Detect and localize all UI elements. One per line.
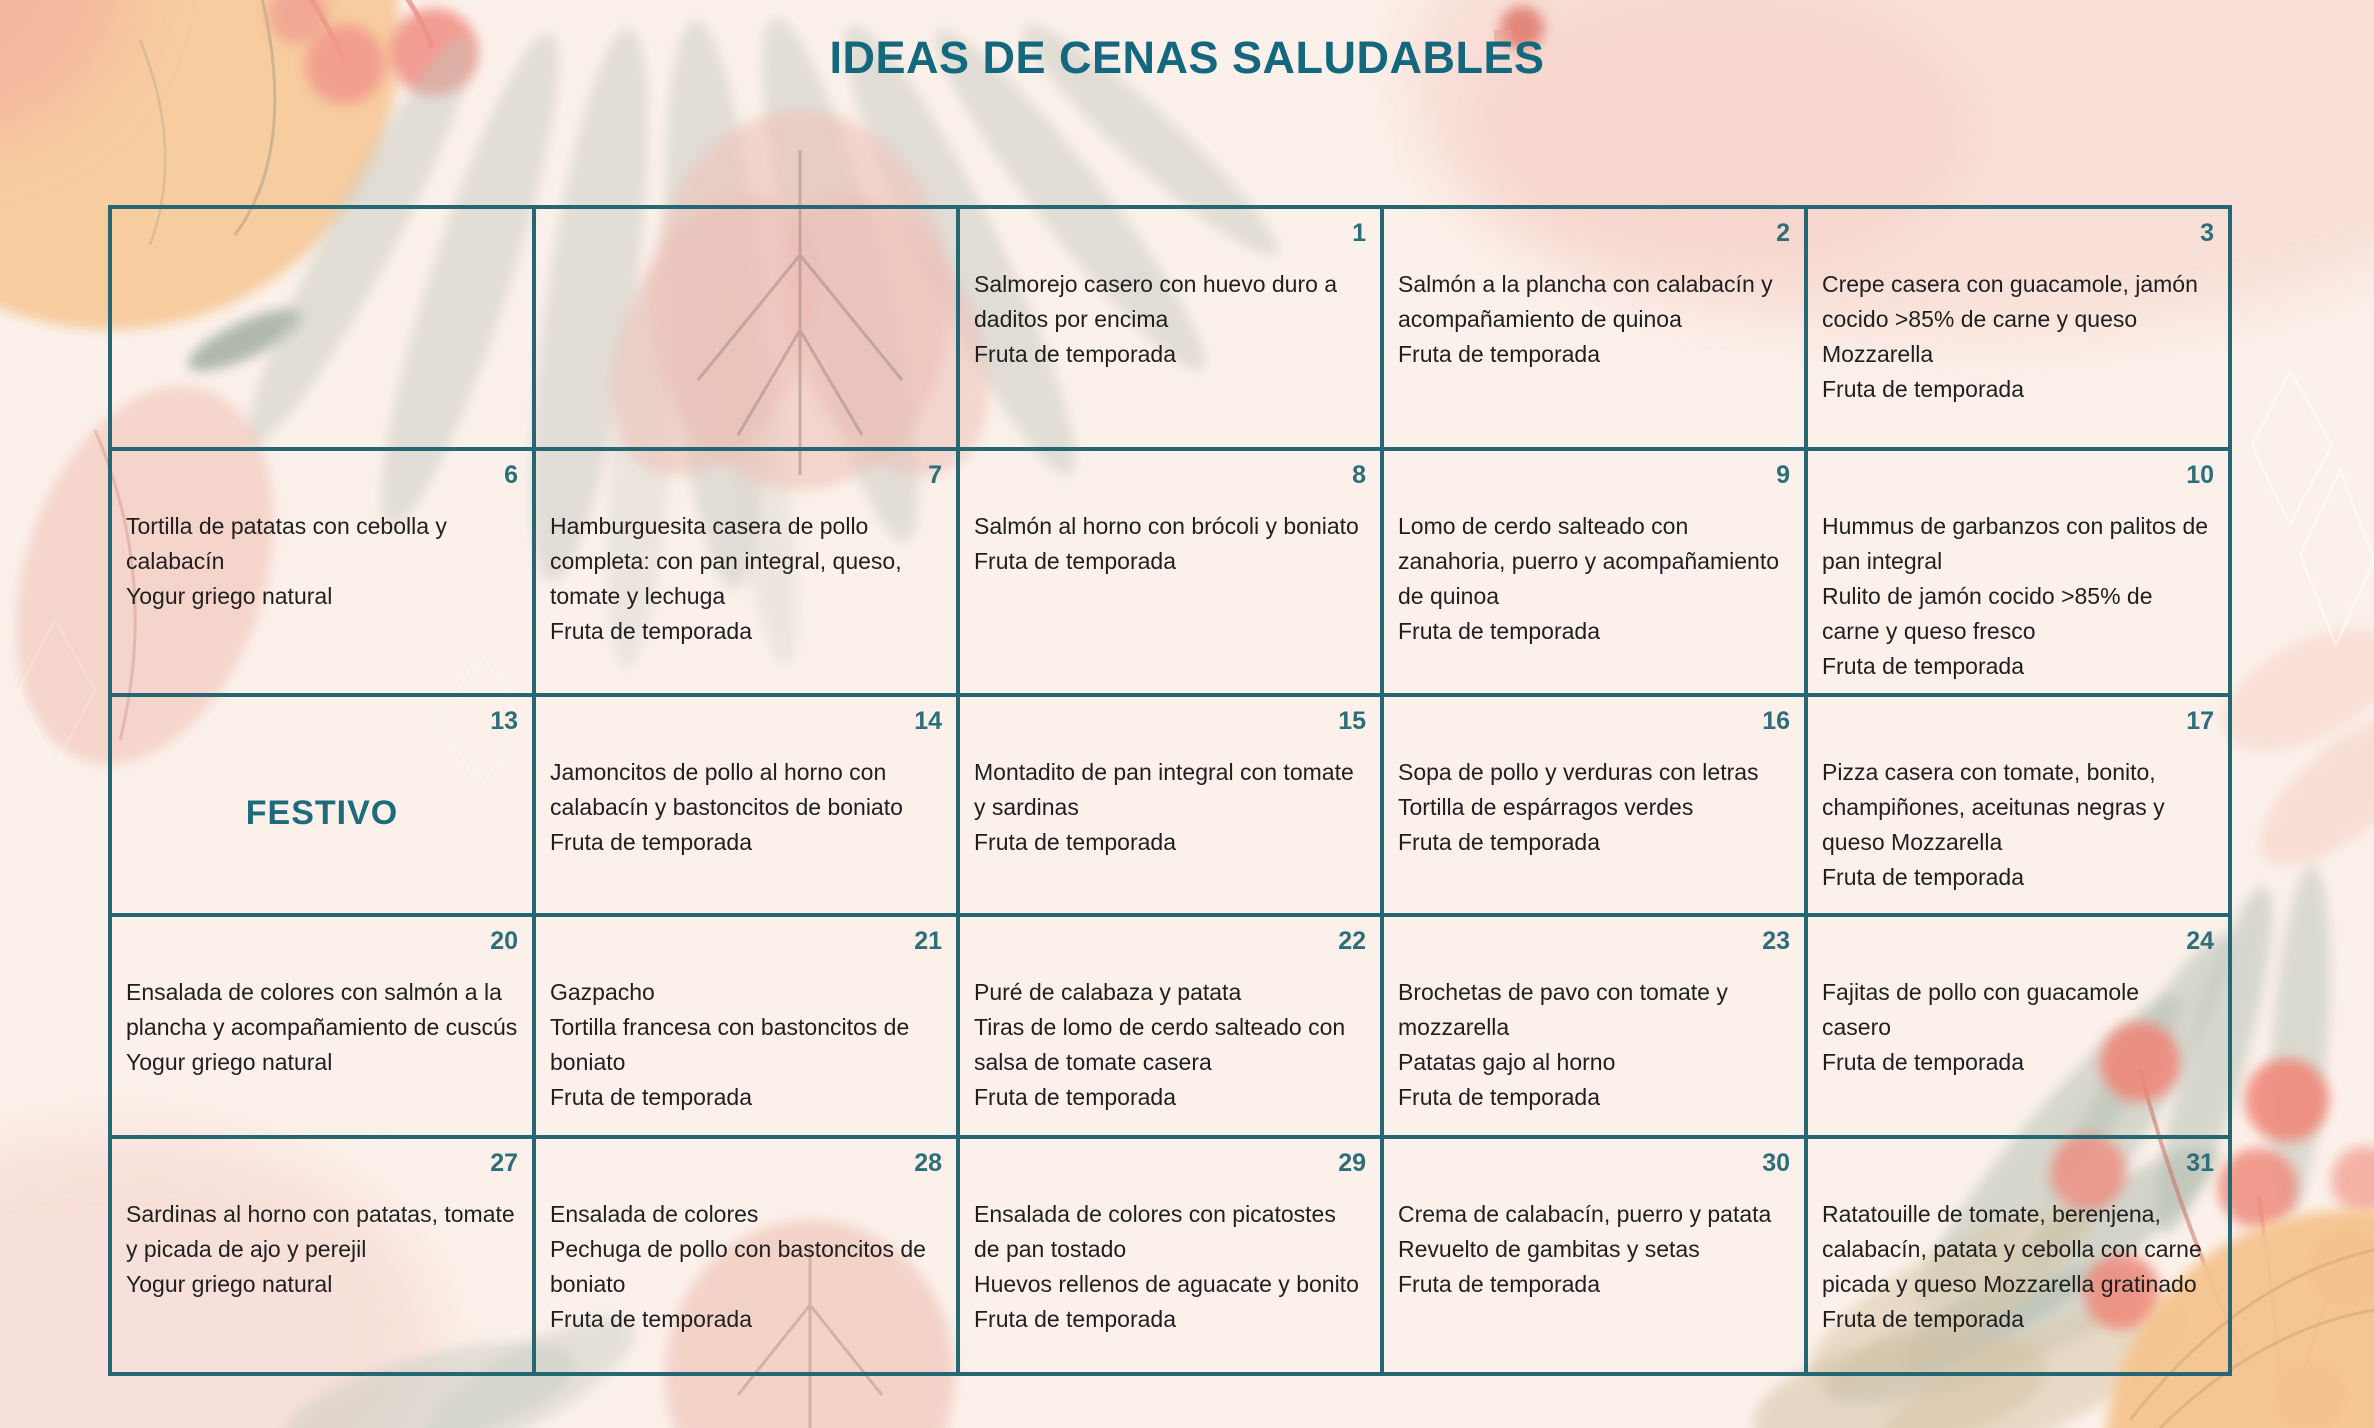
day-number: 16 xyxy=(1762,707,1790,735)
menu-items xyxy=(1398,1197,1790,1302)
day-number: 3 xyxy=(2200,219,2214,247)
menu-items xyxy=(126,975,518,1080)
day-number: 8 xyxy=(1352,461,1366,489)
menu-line: Brochetas de pavo con tomate y mozzarella xyxy=(1398,979,1728,1040)
menu-items xyxy=(974,509,1366,579)
menu-line: Fruta de temporada xyxy=(974,340,1177,367)
menu-line: Yogur griego natural xyxy=(126,1048,333,1075)
menu-line: Fruta de temporada xyxy=(550,1083,753,1110)
day-number xyxy=(550,215,942,251)
calendar-cell-17 xyxy=(1806,695,2230,915)
menu-items xyxy=(550,975,942,1115)
menu-line: Tortilla de patatas con cebolla y calabacín xyxy=(126,513,447,574)
calendar-cell-empty xyxy=(110,207,534,449)
calendar-cell-3 xyxy=(1806,207,2230,449)
menu-line: Fruta de temporada xyxy=(974,828,1177,855)
day-number: 29 xyxy=(1338,1149,1366,1177)
menu-items xyxy=(1398,755,1790,860)
calendar-cell-6 xyxy=(110,449,534,695)
menu-line: Crepe casera con guacamole, jamón cocido >85% de carne y queso Mozzarella xyxy=(1822,271,2198,367)
menu-items xyxy=(1822,755,2214,895)
menu-line: Pizza casera con tomate, bonito, champiñones, aceitunas negras y queso Mozzarella xyxy=(1822,759,2165,855)
menu-items xyxy=(126,1197,518,1302)
day-number: 17 xyxy=(2186,707,2214,735)
menu-line: Rulito de jamón cocido >85% de carne y queso fresco xyxy=(1822,582,2153,644)
menu-line: Salmón al horno con brócoli y boniato xyxy=(974,513,1359,539)
day-number: 20 xyxy=(490,927,518,955)
menu-items xyxy=(1822,975,2214,1080)
menu-items xyxy=(1822,509,2214,684)
calendar-cell-14 xyxy=(534,695,958,915)
calendar-cell-28 xyxy=(534,1137,958,1374)
calendar-cell-empty xyxy=(534,207,958,449)
menu-line: Tortilla de espárragos verdes xyxy=(1398,793,1694,820)
day-number: 21 xyxy=(914,927,942,955)
menu-line: Tiras de lomo de cerdo salteado con salsa de tomate casera xyxy=(974,1013,1346,1075)
menu-line: Yogur griego natural xyxy=(126,1270,333,1297)
calendar-cell-27 xyxy=(110,1137,534,1374)
menu-line: Fruta de temporada xyxy=(1822,863,2025,890)
calendar-cell-1 xyxy=(958,207,1382,449)
menu-line: Fruta de temporada xyxy=(1398,828,1601,855)
day-number xyxy=(126,215,518,251)
menu-items xyxy=(1398,267,1790,372)
calendar-cell-10 xyxy=(1806,449,2230,695)
menu-items xyxy=(550,509,942,649)
menu-line: Fruta de temporada xyxy=(1398,617,1601,644)
menu-line: Fruta de temporada xyxy=(550,1305,753,1332)
menu-line: Jamoncitos de pollo al horno con calabacín y bastoncitos de boniato xyxy=(550,759,903,820)
menu-line: Yogur griego natural xyxy=(126,582,333,609)
menu-line: Patatas gajo al horno xyxy=(1398,1048,1616,1075)
day-number: 24 xyxy=(2186,927,2214,955)
day-number: 13 xyxy=(490,707,518,735)
menu-line: Sardinas al horno con patatas, tomate y picada de ajo y perejil xyxy=(126,1201,515,1262)
menu-line: Crema de calabacín, puerro y patata xyxy=(1398,1201,1772,1227)
page-title: IDEAS DE CENAS SALUDABLES xyxy=(829,32,1545,83)
calendar-cell-2 xyxy=(1382,207,1806,449)
menu-items xyxy=(126,509,518,614)
menu-line: Fruta de temporada xyxy=(550,617,753,644)
menu-line: Fruta de temporada xyxy=(1822,1305,2025,1332)
festivo-content xyxy=(126,725,518,903)
menu-line: Fruta de temporada xyxy=(1822,652,2025,679)
day-number: 23 xyxy=(1762,927,1790,955)
day-number: 15 xyxy=(1338,707,1366,735)
calendar-cell-21 xyxy=(534,915,958,1137)
menu-line: Ensalada de colores con picatostes de pan tostado xyxy=(974,1201,1336,1262)
menu-items xyxy=(974,267,1366,372)
menu-items xyxy=(1822,267,2214,407)
menu-line: Salmón a la plancha con calabacín y acompañamiento de quinoa xyxy=(1398,271,1773,332)
menu-items xyxy=(1398,975,1790,1115)
menu-line: Ratatouille de tomate, berenjena, calabacín, patata y cebolla con carne picada y queso Mozzarella gratinado xyxy=(1822,1201,2202,1297)
calendar-cell-23 xyxy=(1382,915,1806,1137)
menu-line: Gazpacho xyxy=(550,979,655,1005)
calendar-cell-15 xyxy=(958,695,1382,915)
calendar-cell-13 xyxy=(110,695,534,915)
menu-line: Hamburguesita casera de pollo completa: con pan integral, queso, tomate y lechuga xyxy=(550,513,902,609)
calendar-cell-20 xyxy=(110,915,534,1137)
calendar-cell-9 xyxy=(1382,449,1806,695)
menu-items xyxy=(550,1197,942,1337)
day-number: 22 xyxy=(1338,927,1366,955)
menu-line: Salmorejo casero con huevo duro a daditos por encima xyxy=(974,271,1338,332)
menu-line: Fajitas de pollo con guacamole casero xyxy=(1822,979,2140,1040)
day-number: 28 xyxy=(914,1149,942,1177)
day-number: 7 xyxy=(928,461,942,489)
menu-line: Fruta de temporada xyxy=(974,1083,1177,1110)
menu-line: Fruta de temporada xyxy=(550,828,753,855)
festivo-label: FESTIVO xyxy=(245,794,399,833)
menu-line: Ensalada de colores xyxy=(550,1201,759,1227)
day-number: 30 xyxy=(1762,1149,1790,1177)
menu-line: Fruta de temporada xyxy=(974,547,1177,574)
menu-items xyxy=(550,755,942,860)
menu-line: Tortilla francesa con bastoncitos de boniato xyxy=(550,1013,910,1075)
calendar-cell-29 xyxy=(958,1137,1382,1374)
menu-line: Fruta de temporada xyxy=(974,1305,1177,1332)
calendar-cell-16 xyxy=(1382,695,1806,915)
day-number: 14 xyxy=(914,707,942,735)
menu-line: Fruta de temporada xyxy=(1822,375,2025,402)
menu-line: Fruta de temporada xyxy=(1398,1083,1601,1110)
day-number: 31 xyxy=(2186,1149,2214,1177)
calendar-grid xyxy=(108,205,2232,1376)
menu-line: Lomo de cerdo salteado con zanahoria, puerro y acompañamiento de quinoa xyxy=(1398,513,1780,609)
day-number: 2 xyxy=(1776,219,1790,247)
menu-line: Fruta de temporada xyxy=(1398,1270,1601,1297)
calendar-cell-22 xyxy=(958,915,1382,1137)
menu-line: Huevos rellenos de aguacate y bonito xyxy=(974,1270,1359,1297)
menu-line: Ensalada de colores con salmón a la plancha y acompañamiento de cuscús xyxy=(126,979,518,1040)
menu-items xyxy=(974,975,1366,1115)
menu-items xyxy=(1822,1197,2214,1337)
calendar-cell-8 xyxy=(958,449,1382,695)
menu-items xyxy=(974,1197,1366,1337)
day-number: 10 xyxy=(2186,461,2214,489)
menu-line: Revuelto de gambitas y setas xyxy=(1398,1235,1700,1262)
menu-line: Montadito de pan integral con tomate y sardinas xyxy=(974,759,1354,820)
day-number: 6 xyxy=(504,461,518,489)
menu-line: Pechuga de pollo con bastoncitos de boniato xyxy=(550,1235,926,1297)
calendar-cell-31 xyxy=(1806,1137,2230,1374)
menu-line: Sopa de pollo y verduras con letras xyxy=(1398,759,1759,785)
calendar-cell-7 xyxy=(534,449,958,695)
menu-items xyxy=(974,755,1366,860)
menu-line: Fruta de temporada xyxy=(1398,340,1601,367)
menu-items xyxy=(1398,509,1790,649)
menu-line: Fruta de temporada xyxy=(1822,1048,2025,1075)
day-number: 9 xyxy=(1776,461,1790,489)
menu-line: Hummus de garbanzos con palitos de pan integral xyxy=(1822,513,2209,574)
calendar-cell-24 xyxy=(1806,915,2230,1137)
day-number: 1 xyxy=(1352,219,1366,247)
calendar-cell-30 xyxy=(1382,1137,1806,1374)
day-number: 27 xyxy=(490,1149,518,1177)
menu-line: Puré de calabaza y patata xyxy=(974,979,1242,1005)
